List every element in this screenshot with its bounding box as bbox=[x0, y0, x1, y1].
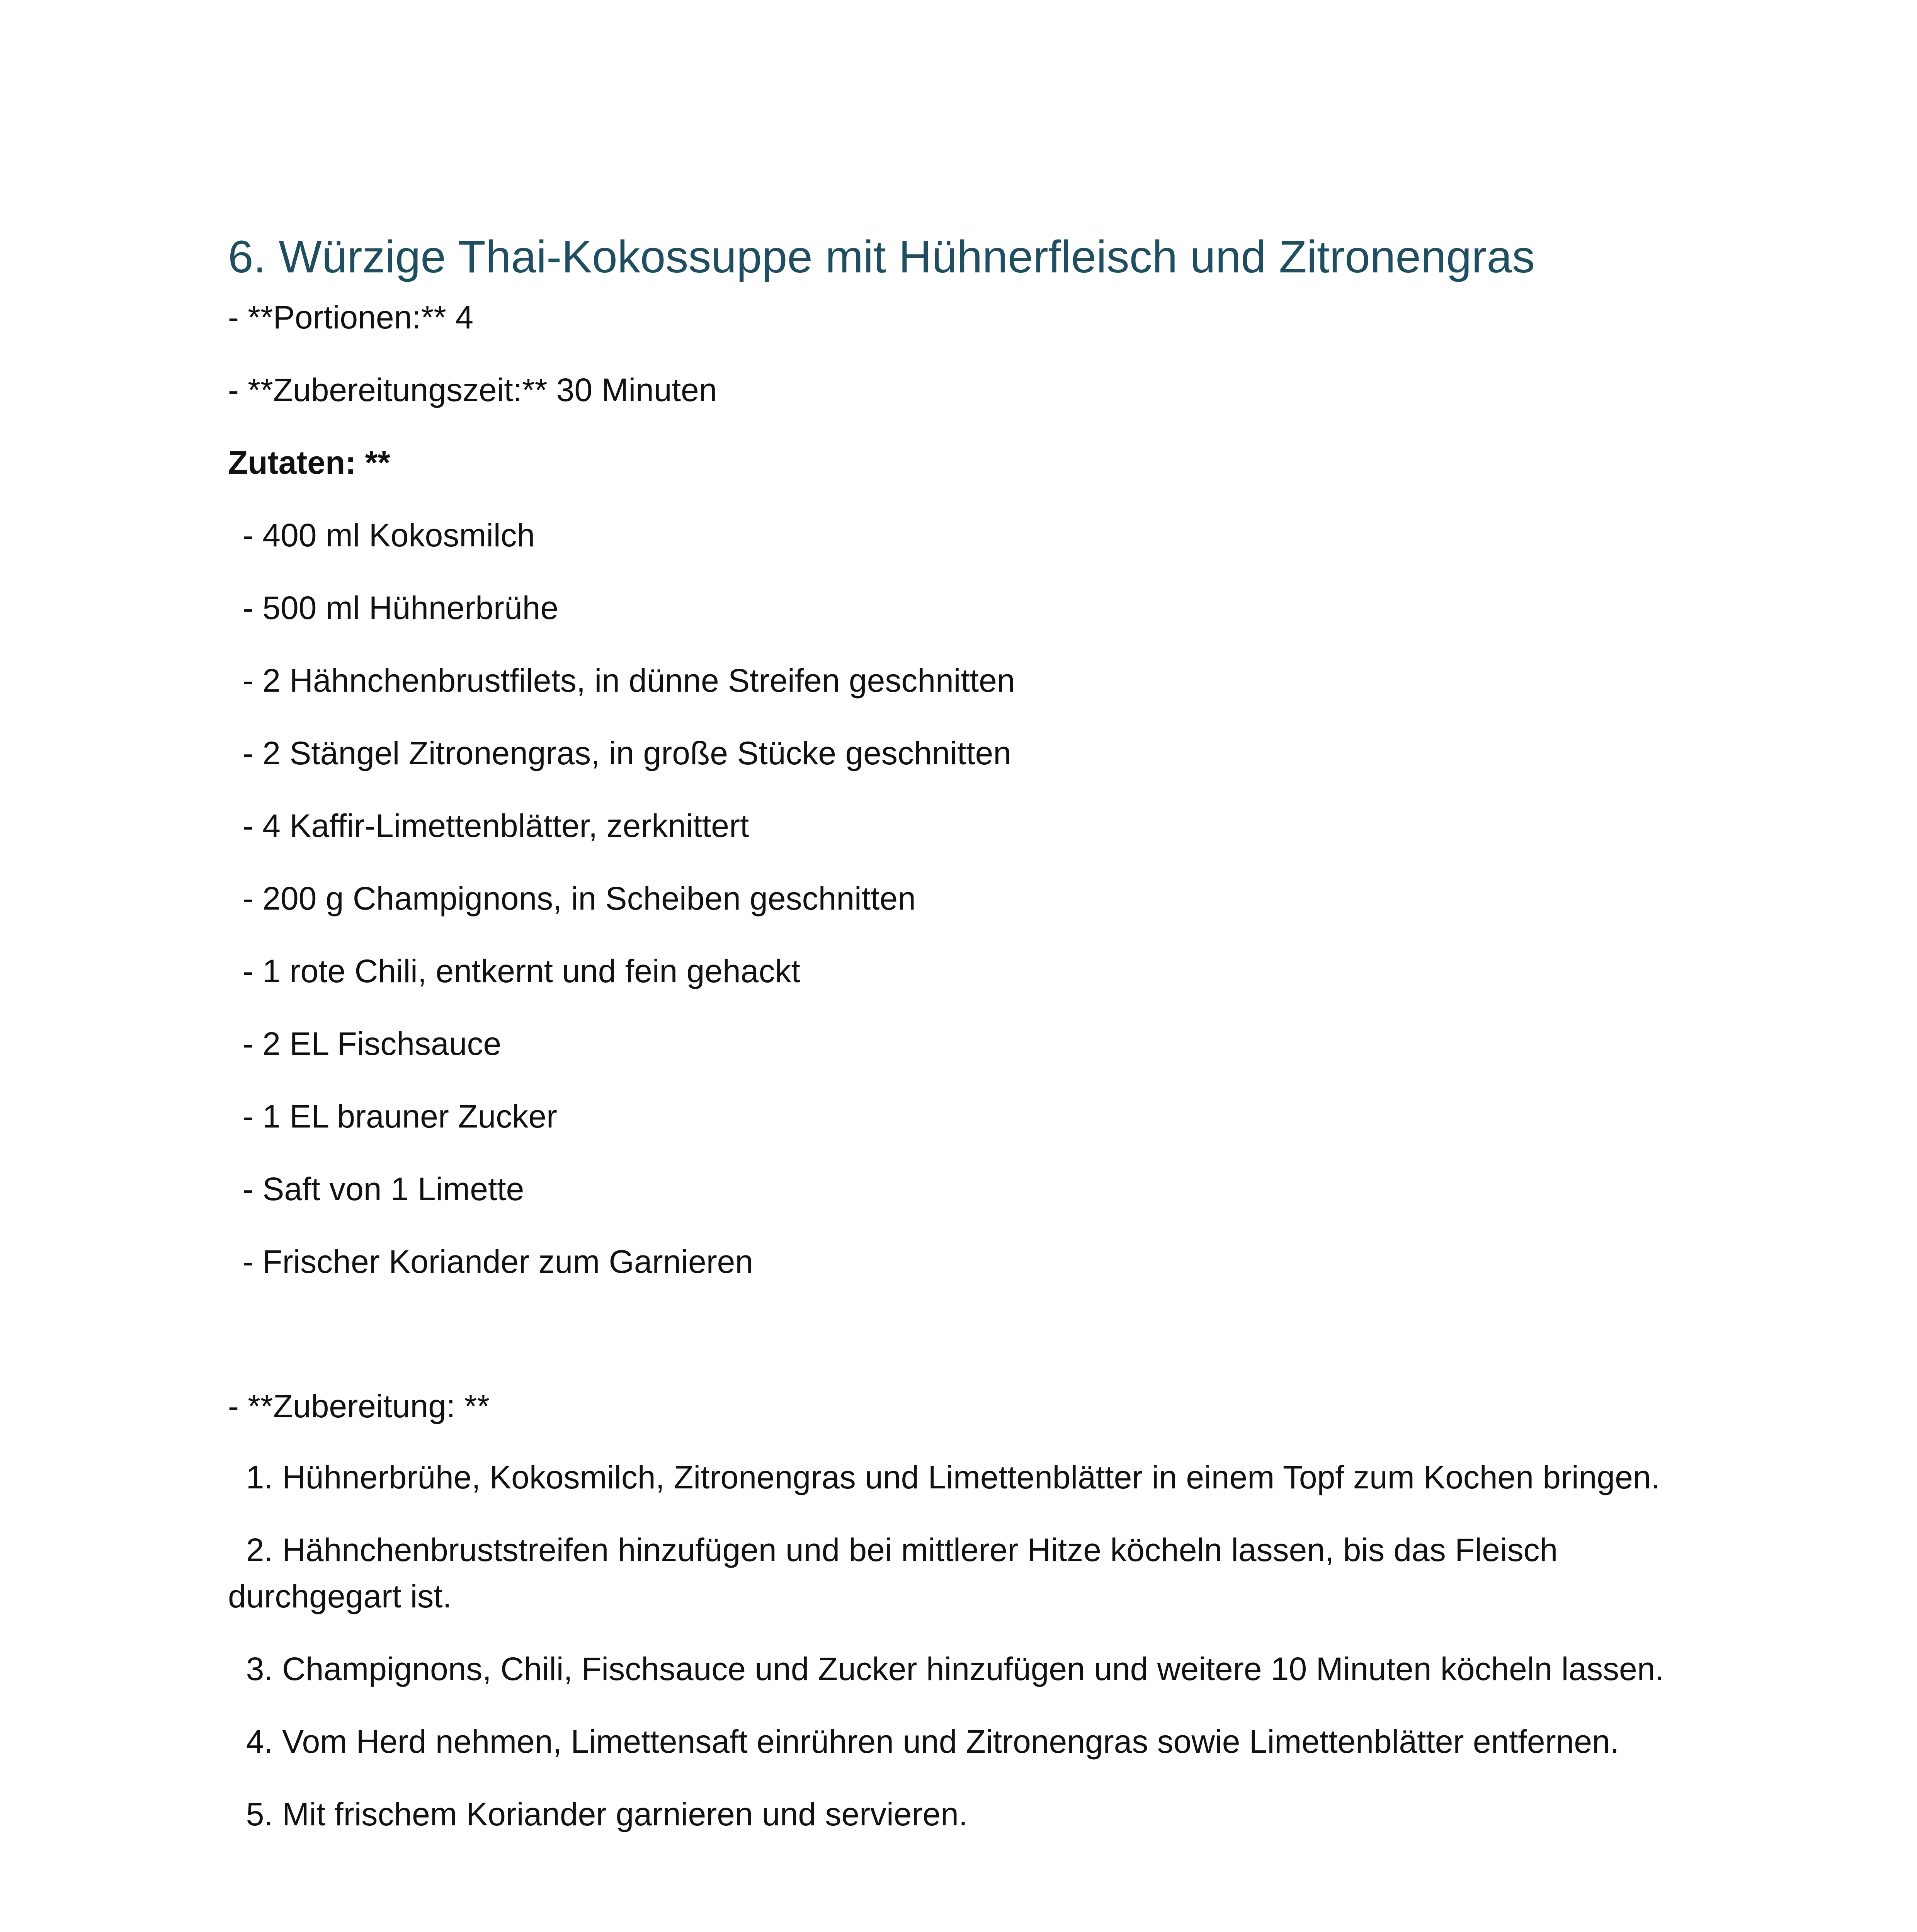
ingredients-heading: Zutaten: ** bbox=[228, 444, 390, 481]
ingredient-list bbox=[228, 514, 1692, 1283]
ingredient-item: - Saft von 1 Limette bbox=[243, 1171, 524, 1207]
preparation-heading: - **Zubereitung: ** bbox=[228, 1388, 490, 1424]
ingredient-item: - 500 ml Hühnerbrühe bbox=[243, 590, 559, 626]
preparation-step: 2. Hähnchenbruststreifen hinzufügen und bei mittlerer Hitze köcheln lassen, bis das Fleisch durchgegart ist. bbox=[228, 1532, 1567, 1614]
recipe-content bbox=[228, 226, 1692, 1837]
ingredient-item: - 200 g Champignons, in Scheiben geschnitten bbox=[243, 880, 916, 917]
prep-time-line: - **Zubereitungszeit:** 30 Minuten bbox=[228, 372, 717, 408]
portions-line: - **Portionen:** 4 bbox=[228, 299, 474, 335]
ingredient-item: - 4 Kaffir-Limettenblätter, zerknittert bbox=[243, 808, 749, 844]
preparation-step: 3. Champignons, Chili, Fischsauce und Zucker hinzufügen und weitere 10 Minuten köcheln lassen. bbox=[228, 1651, 1664, 1687]
ingredient-item: - 1 EL brauner Zucker bbox=[243, 1098, 557, 1134]
ingredient-item: - 2 Stängel Zitronengras, in große Stücke geschnitten bbox=[243, 735, 1012, 771]
ingredient-item: - 1 rote Chili, entkernt und fein gehackt bbox=[243, 953, 800, 989]
preparation-steps bbox=[228, 1454, 1692, 1837]
ingredient-item: - 2 Hähnchenbrustfilets, in dünne Streifen geschnitten bbox=[243, 662, 1015, 699]
preparation-step: 1. Hühnerbrühe, Kokosmilch, Zitronengras und Limettenblätter in einem Topf zum Kochen bringen. bbox=[228, 1459, 1660, 1495]
ingredient-item: - Frischer Koriander zum Garnieren bbox=[243, 1243, 754, 1280]
preparation-step: 5. Mit frischem Koriander garnieren und servieren. bbox=[228, 1796, 968, 1832]
preparation-step: 4. Vom Herd nehmen, Limettensaft einrühren und Zitronengras sowie Limettenblätter entfernen. bbox=[228, 1723, 1619, 1760]
ingredient-item: - 400 ml Kokosmilch bbox=[243, 517, 535, 553]
recipe-title: 6. Würzige Thai-Kokossuppe mit Hühnerfleisch und Zitronengras bbox=[228, 231, 1535, 282]
ingredient-item: - 2 EL Fischsauce bbox=[243, 1026, 502, 1062]
